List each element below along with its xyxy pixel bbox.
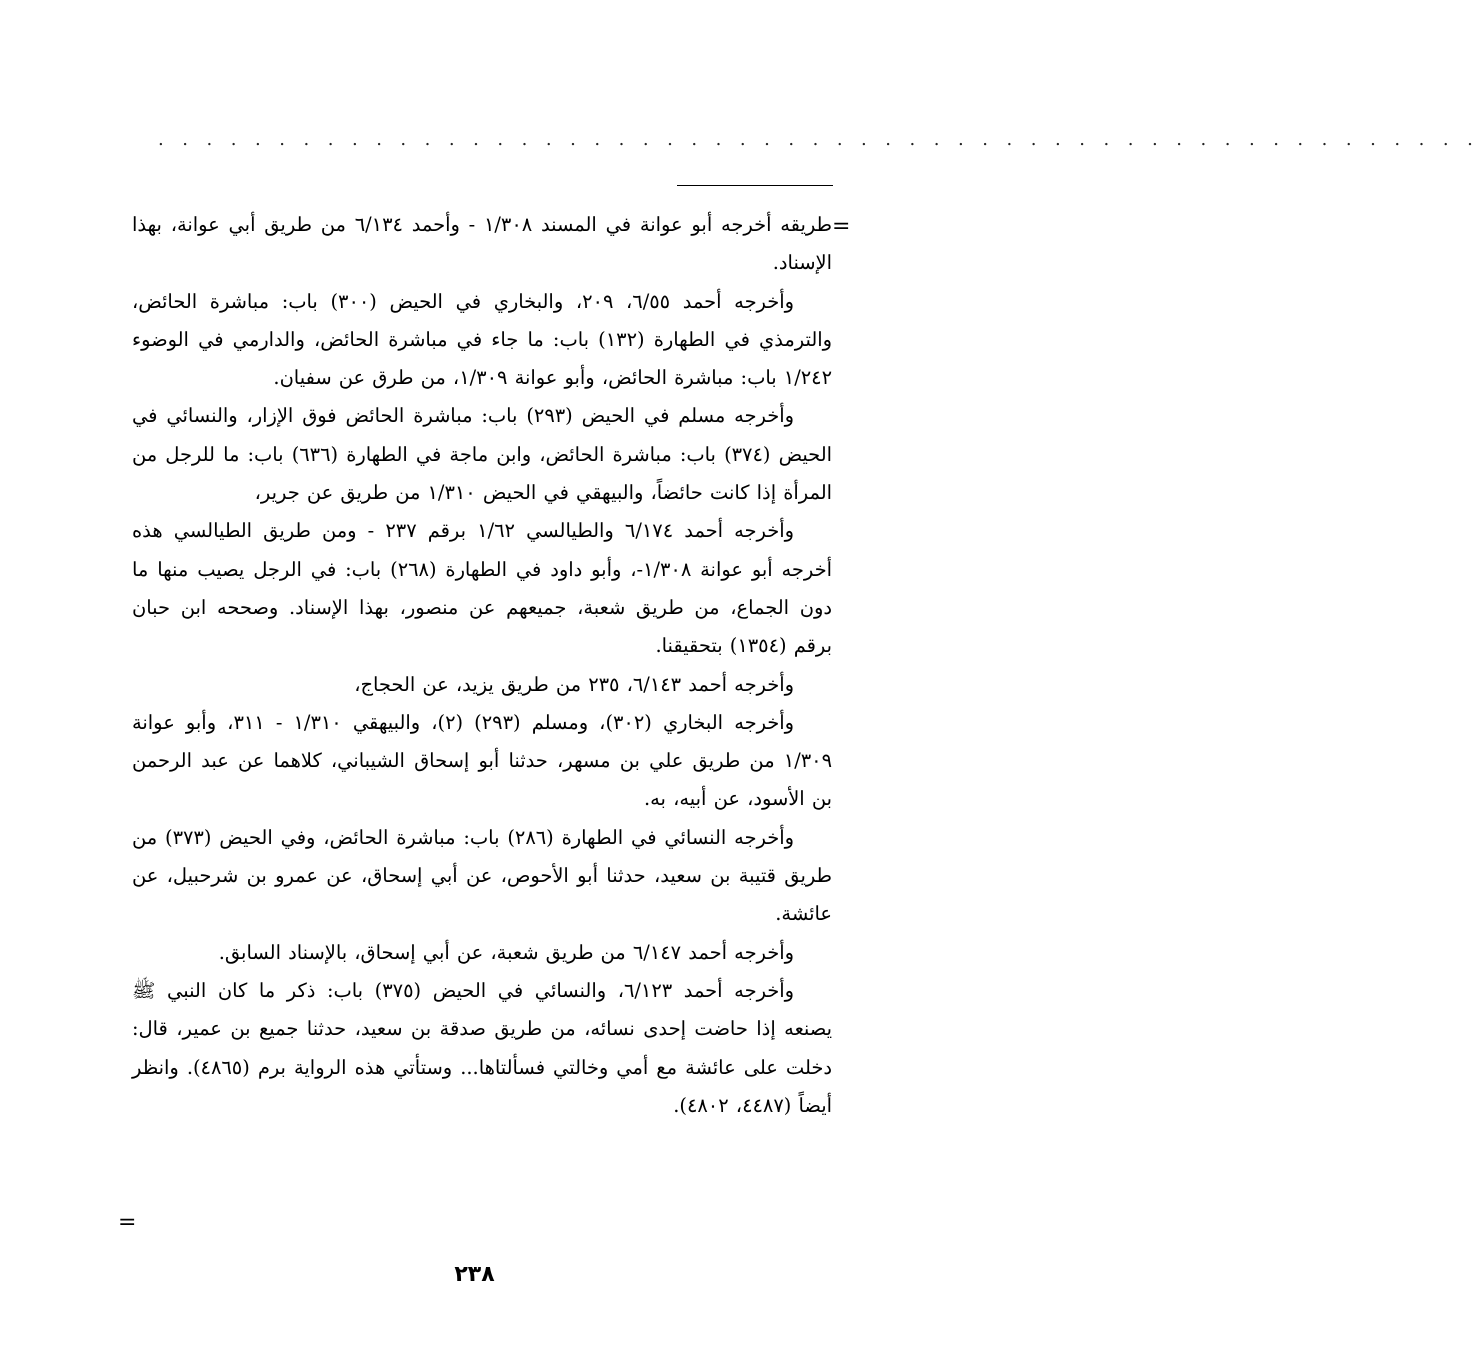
footnote-paragraph-6: وأخرجه البخاري (٣٠٢)، ومسلم (٢٩٣) (٢)، والبيهقي ١/٣١٠ - ٣١١، وأبو عوانة ١/٣٠٩ من طريق علي بن مسهر، حدثنا أبو إسحاق الشيباني، كلاهما عن عبد الرحمن بن الأسود، عن أبيه، به. bbox=[132, 710, 832, 811]
footnote-paragraph-3: وأخرجه مسلم في الحيض (٢٩٣) باب: مباشرة الحائض فوق الإزار، والنسائي في الحيض (٣٧٤) باب: مباشرة الحائض، وابن ماجة في الطهارة (٦٣٦) باب: ما للرجل من المرأة إذا كانت حائضاً، والبيهقي في الحيض ١/٣١٠ من طريق عن جرير، bbox=[132, 404, 832, 505]
page-number: ٢٣٨ bbox=[454, 1262, 495, 1287]
footnote-paragraph-8: وأخرجه أحمد ٦/١٤٧ من طريق شعبة، عن أبي إسحاق، بالإسناد السابق. bbox=[218, 940, 794, 964]
footnote-text bbox=[132, 206, 832, 1125]
continuation-mark-bottom: = bbox=[118, 1210, 137, 1235]
footnote-paragraph-2: وأخرجه أحمد ٦/٥٥، ٢٠٩، والبخاري في الحيض (٣٠٠) باب: مباشرة الحائض، والترمذي في الطهارة (١٣٢) باب: ما جاء في مباشرة الحائض، والدارمي في الوضوء ١/٢٤٢ باب: مباشرة الحائض، وأبو عوانة ١/٣٠٩، من طرق عن سفيان. bbox=[132, 289, 832, 390]
footnote-paragraph-9: وأخرجه أحمد ٦/١٢٣، والنسائي في الحيض (٣٧٥) باب: ذكر ما كان النبي ﷺ يصنعه إذا حاضت إحدى نسائه، من طريق صدقة بن سعيد، حدثنا جميع بن عمير، قال: دخلت على عائشة مع أمي وخالتي فسألتاها... وستأتي هذه الرواية برم (٤٨٦٥). وانظر أيضاً (٤٤٨٧، ٤٨٠٢). bbox=[132, 978, 832, 1117]
separator-dots: . . . . . . . . . . . . . . . . . . . . . . . . . . . . . . . . . . . . . . . . . . . . . . . . . . . . . . . bbox=[158, 129, 1479, 150]
footnote-rule bbox=[677, 185, 833, 186]
continuation-mark-top: = bbox=[832, 214, 851, 239]
footnote-paragraph-4: وأخرجه أحمد ٦/١٧٤ والطيالسي ١/٦٢ برقم ٢٣٧ - ومن طريق الطيالسي هذه أخرجه أبو عوانة ١/٣٠٨-، وأبو داود في الطهارة (٢٦٨) باب: في الرجل يصيب منها ما دون الجماع، من طريق شعبة، جميعهم عن منصور، بهذا الإسناد. وصححه ابن حبان برقم (١٣٥٤) بتحقيقنا. bbox=[132, 519, 832, 658]
footnote-paragraph-5: وأخرجه أحمد ٦/١٤٣، ٢٣٥ من طريق يزيد، عن الحجاج، bbox=[354, 672, 794, 696]
footnote-paragraph-1: طريقه أخرجه أبو عوانة في المسند ١/٣٠٨ - وأحمد ٦/١٣٤ من طريق أبي عوانة، بهذا الإسناد. bbox=[132, 213, 832, 275]
footnote-paragraph-7: وأخرجه النسائي في الطهارة (٢٨٦) باب: مباشرة الحائض، وفي الحيض (٣٧٣) من طريق قتيبة بن سعيد، حدثنا أبو الأحوص، عن أبي إسحاق، عن عمرو بن شرحبيل، عن عائشة. bbox=[132, 825, 832, 926]
